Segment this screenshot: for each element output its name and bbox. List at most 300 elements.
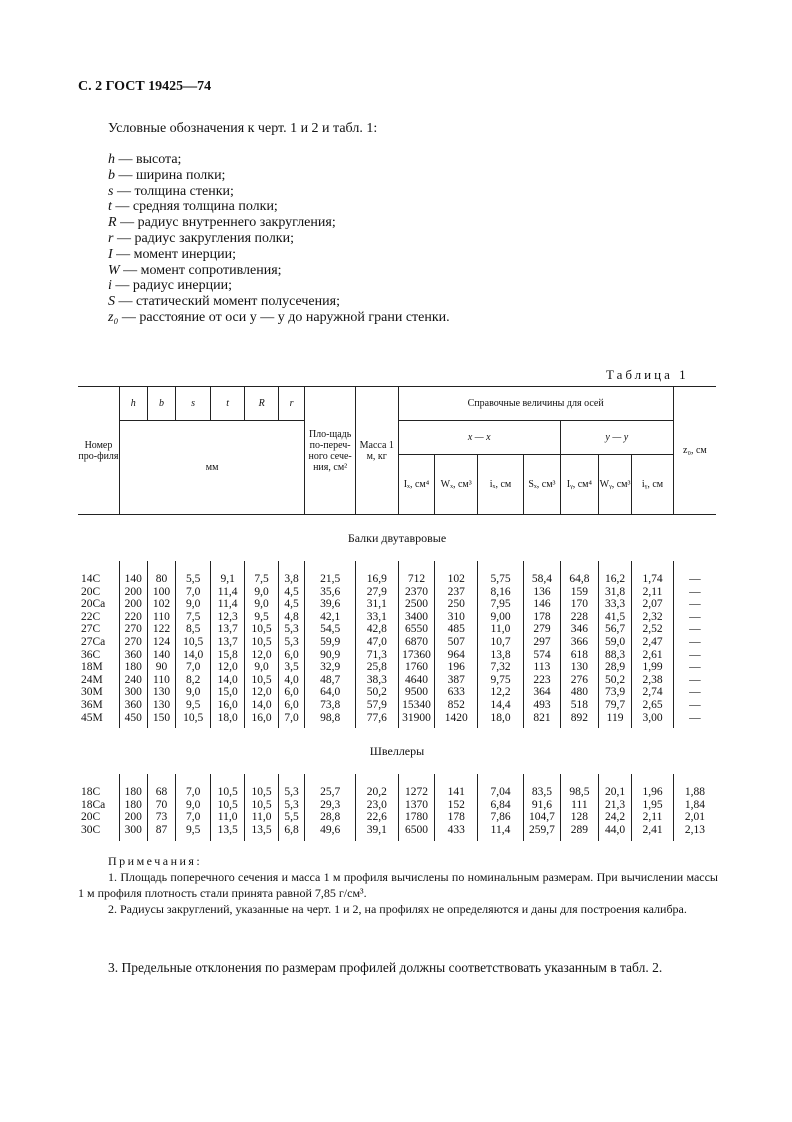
table-cell: 9,0 xyxy=(245,586,278,599)
table-cell: 15,0 xyxy=(210,686,245,699)
table-cell: 6500 xyxy=(398,824,435,837)
table-cell: 200 xyxy=(119,811,147,824)
table-cell: 21,5 xyxy=(305,573,356,586)
table-cell: 170 xyxy=(560,598,598,611)
table-cell: 276 xyxy=(560,674,598,687)
table-cell: 7,95 xyxy=(477,598,523,611)
table-cell: 9,5 xyxy=(176,699,211,712)
header-Sx: Sₓ, см³ xyxy=(524,455,561,515)
table-cell: 3400 xyxy=(398,611,435,624)
table-cell: 104,7 xyxy=(524,811,561,824)
header-axis-x: x — x xyxy=(398,421,560,455)
table-cell: 90,9 xyxy=(305,649,356,662)
table-cell: 31,1 xyxy=(355,598,398,611)
legend-item: b — ширина полки; xyxy=(108,167,226,183)
table-caption: Таблица 1 xyxy=(606,367,689,382)
notes xyxy=(78,853,718,917)
table-cell: 17360 xyxy=(398,649,435,662)
table-cell: 1,84 xyxy=(673,799,716,812)
table-cell: 42,8 xyxy=(355,623,398,636)
table-cell: — xyxy=(673,674,716,687)
table-cell: 14,0 xyxy=(176,649,211,662)
table-cell: 102 xyxy=(435,573,478,586)
table-cell: 150 xyxy=(147,712,176,725)
table-cell: 50,2 xyxy=(598,674,631,687)
table-cell: 98,8 xyxy=(305,712,356,725)
legend-item: W — момент сопротивления; xyxy=(108,262,282,278)
table-cell: 360 xyxy=(119,699,147,712)
table-cell: 364 xyxy=(524,686,561,699)
table-cell: 20,2 xyxy=(355,786,398,799)
page-header: С. 2 ГОСТ 19425—74 xyxy=(78,79,212,94)
table-cell: 9,75 xyxy=(477,674,523,687)
table-cell: — xyxy=(673,623,716,636)
table-cell: 141 xyxy=(435,786,478,799)
table-cell: 90 xyxy=(147,661,176,674)
table-cell: 3,5 xyxy=(278,661,304,674)
table-row xyxy=(78,598,716,611)
table-cell: 507 xyxy=(435,636,478,649)
table-cell: 11,0 xyxy=(245,811,278,824)
table-cell: 31,8 xyxy=(598,586,631,599)
table-cell: 6870 xyxy=(398,636,435,649)
table-cell: 279 xyxy=(524,623,561,636)
table-cell: 892 xyxy=(560,712,598,725)
table-cell: 39,6 xyxy=(305,598,356,611)
table-cell: — xyxy=(673,598,716,611)
profile-number-cell: 27Са xyxy=(81,635,106,648)
table-cell: 387 xyxy=(435,674,478,687)
table-cell: 27,9 xyxy=(355,586,398,599)
table-cell: 77,6 xyxy=(355,712,398,725)
table-cell: 1780 xyxy=(398,811,435,824)
table-cell: 70 xyxy=(147,799,176,812)
table-cell: 25,7 xyxy=(305,786,356,799)
table-cell: 64,0 xyxy=(305,686,356,699)
table-cell: 964 xyxy=(435,649,478,662)
header-r: r xyxy=(278,387,304,421)
table-cell: 2,32 xyxy=(632,611,673,624)
table-cell: 18,0 xyxy=(477,712,523,725)
table-cell: 16,9 xyxy=(355,573,398,586)
table-cell: 44,0 xyxy=(598,824,631,837)
table-cell: 9,5 xyxy=(176,824,211,837)
table-cell: 4,0 xyxy=(278,674,304,687)
table-cell: 10,5 xyxy=(176,712,211,725)
table-cell: 13,5 xyxy=(245,824,278,837)
table-cell: 124 xyxy=(147,636,176,649)
table-cell: 1420 xyxy=(435,712,478,725)
table-cell: 518 xyxy=(560,699,598,712)
table-cell: 119 xyxy=(598,712,631,725)
table-cell: 220 xyxy=(119,611,147,624)
table-cell: 4,5 xyxy=(278,586,304,599)
profile-number-cell: 18Са xyxy=(81,798,106,811)
table-cell: 200 xyxy=(119,598,147,611)
note-2: 2. Радиусы закруглений, указанные на черт. 1 и 2, на профилях не определяются и даны для построения калибра. xyxy=(108,902,687,916)
table-cell: 7,0 xyxy=(176,811,211,824)
section-title-beams: Балки двутавровые xyxy=(347,530,447,545)
table-cell: 110 xyxy=(147,611,176,624)
table-cell: 71,3 xyxy=(355,649,398,662)
header-Wx: Wₓ, см³ xyxy=(435,455,478,515)
table-cell: 178 xyxy=(524,611,561,624)
table-cell: — xyxy=(673,636,716,649)
table-cell: 1760 xyxy=(398,661,435,674)
table-cell: 14,4 xyxy=(477,699,523,712)
table-cell: 15340 xyxy=(398,699,435,712)
table-cell: 16,2 xyxy=(598,573,631,586)
table-row xyxy=(78,623,716,636)
table-cell: 102 xyxy=(147,598,176,611)
table-cell: 297 xyxy=(524,636,561,649)
table-cell: 25,8 xyxy=(355,661,398,674)
table-cell: 485 xyxy=(435,623,478,636)
table-cell: 15,8 xyxy=(210,649,245,662)
table-cell: 180 xyxy=(119,799,147,812)
table-cell: 9,1 xyxy=(210,573,245,586)
table-cell: 12,0 xyxy=(210,661,245,674)
table-cell: 64,8 xyxy=(560,573,598,586)
table-cell: 7,0 xyxy=(176,661,211,674)
table-cell: 14,0 xyxy=(210,674,245,687)
profile-number-cell: 20С xyxy=(81,585,101,598)
table-cell: 2,13 xyxy=(673,824,716,837)
table-cell: 16,0 xyxy=(210,699,245,712)
header-Iy: Iᵧ, см⁴ xyxy=(560,455,598,515)
table-cell: 20,1 xyxy=(598,786,631,799)
table-cell: 228 xyxy=(560,611,598,624)
table-cell: 12,3 xyxy=(210,611,245,624)
table-cell: 8,5 xyxy=(176,623,211,636)
profile-number-cell: 14С xyxy=(81,573,101,585)
table-cell: 6,84 xyxy=(477,799,523,812)
table-cell: 16,0 xyxy=(245,712,278,725)
table-cell: 29,3 xyxy=(305,799,356,812)
table-row xyxy=(78,686,716,699)
table-cell: 110 xyxy=(147,674,176,687)
table-cell: 7,0 xyxy=(176,786,211,799)
header-reference: Справочные величины для осей xyxy=(398,387,673,421)
table-cell: 47,0 xyxy=(355,636,398,649)
table-cell: 9,0 xyxy=(176,686,211,699)
table-cell: 7,5 xyxy=(176,611,211,624)
table-cell: 73 xyxy=(147,811,176,824)
table-cell: 49,6 xyxy=(305,824,356,837)
table-cell: 9,00 xyxy=(477,611,523,624)
table-cell: 3,8 xyxy=(278,573,304,586)
table-row xyxy=(78,649,716,662)
table-row xyxy=(78,799,716,812)
table-cell: 2,47 xyxy=(632,636,673,649)
table-cell: 9,0 xyxy=(176,598,211,611)
table-cell: 11,4 xyxy=(477,824,523,837)
table-cell: — xyxy=(673,649,716,662)
table-cell: 22,6 xyxy=(355,811,398,824)
table-cell: — xyxy=(673,573,716,586)
table-cell: 7,86 xyxy=(477,811,523,824)
profile-number-cell: 27С xyxy=(81,623,101,636)
legend-item: i — радиус инерции; xyxy=(108,278,232,294)
profile-number-cell: 30М xyxy=(81,686,103,699)
table-row xyxy=(78,573,716,586)
table-cell: 2,38 xyxy=(632,674,673,687)
table-cell: 5,3 xyxy=(278,786,304,799)
table-cell: 98,5 xyxy=(560,786,598,799)
table-cell: 10,5 xyxy=(210,799,245,812)
paragraph-3: 3. Предельные отклонения по размерам профилей должны соответствовать указанным в табл. 2. xyxy=(108,960,663,975)
table-cell: 91,6 xyxy=(524,799,561,812)
table-cell: 5,3 xyxy=(278,623,304,636)
table-cell: 2,61 xyxy=(632,649,673,662)
table-cell: 24,2 xyxy=(598,811,631,824)
table-cell: 13,7 xyxy=(210,623,245,636)
table-cell: 159 xyxy=(560,586,598,599)
table-cell: 250 xyxy=(435,598,478,611)
beams-rows xyxy=(78,561,716,728)
table-cell: 140 xyxy=(147,649,176,662)
legend-item: I — момент инерции; xyxy=(108,246,237,262)
profile-number-cell: 22С xyxy=(81,610,101,623)
table-cell: 111 xyxy=(560,799,598,812)
table-cell: 1,88 xyxy=(673,786,716,799)
profile-number-cell: 30С xyxy=(81,823,101,836)
table-cell: 2,74 xyxy=(632,686,673,699)
table-cell: 2,52 xyxy=(632,623,673,636)
table-cell: 2,07 xyxy=(632,598,673,611)
table-cell: 5,3 xyxy=(278,799,304,812)
table-cell: 6,0 xyxy=(278,649,304,662)
table-cell: 574 xyxy=(524,649,561,662)
legend-item: R — радиус внутреннего закругления; xyxy=(108,215,336,231)
header-Ix: Iₓ, см⁴ xyxy=(398,455,435,515)
table-row xyxy=(78,661,716,674)
table-cell: 1,74 xyxy=(632,573,673,586)
table-cell: 8,2 xyxy=(176,674,211,687)
table-cell: 59,9 xyxy=(305,636,356,649)
table-cell: 11,4 xyxy=(210,586,245,599)
table-cell: 39,1 xyxy=(355,824,398,837)
table-cell: 7,0 xyxy=(278,712,304,725)
legend-item: t — средняя толщина полки; xyxy=(108,199,278,215)
table-cell: 35,6 xyxy=(305,586,356,599)
table-row xyxy=(78,712,716,725)
table-cell: 2,11 xyxy=(632,586,673,599)
header-ix: iₓ, см xyxy=(477,455,523,515)
table-cell: 10,5 xyxy=(245,623,278,636)
table-cell: 42,1 xyxy=(305,611,356,624)
table-cell: 633 xyxy=(435,686,478,699)
data-table-wrapper xyxy=(78,386,716,841)
table-row xyxy=(78,811,716,824)
table-cell: 178 xyxy=(435,811,478,824)
table-cell: 32,9 xyxy=(305,661,356,674)
table-cell: 11,0 xyxy=(210,811,245,824)
table-cell: 6,0 xyxy=(278,686,304,699)
table-cell: 346 xyxy=(560,623,598,636)
header-s: s xyxy=(176,387,211,421)
header-b: b xyxy=(147,387,176,421)
data-table xyxy=(78,386,716,841)
table-cell: 87 xyxy=(147,824,176,837)
legend-item: s — толщина стенки; xyxy=(108,183,234,199)
table-cell: 73,9 xyxy=(598,686,631,699)
table-cell: 130 xyxy=(560,661,598,674)
table-cell: 140 xyxy=(119,573,147,586)
header-t: t xyxy=(210,387,245,421)
table-cell: 136 xyxy=(524,586,561,599)
table-cell: 2,01 xyxy=(673,811,716,824)
table-cell: 122 xyxy=(147,623,176,636)
header-Wy: Wᵧ, см³ xyxy=(598,455,631,515)
table-cell: 5,75 xyxy=(477,573,523,586)
table-cell: 2370 xyxy=(398,586,435,599)
table-cell: 618 xyxy=(560,649,598,662)
table-cell: 83,5 xyxy=(524,786,561,799)
profile-number-cell: 36С xyxy=(81,648,101,661)
table-cell: 240 xyxy=(119,674,147,687)
table-cell: 1,99 xyxy=(632,661,673,674)
table-cell: 130 xyxy=(147,699,176,712)
table-cell: 33,1 xyxy=(355,611,398,624)
table-cell: 80 xyxy=(147,573,176,586)
table-cell: 9,0 xyxy=(245,661,278,674)
table-cell: 852 xyxy=(435,699,478,712)
table-cell: 14,0 xyxy=(245,699,278,712)
table-cell: — xyxy=(673,699,716,712)
table-cell: 310 xyxy=(435,611,478,624)
table-cell: — xyxy=(673,611,716,624)
profile-number-cell: 36М xyxy=(81,698,103,711)
table-cell: 28,9 xyxy=(598,661,631,674)
profile-number-cell: 20С xyxy=(81,811,101,824)
table-cell: — xyxy=(673,686,716,699)
profile-number-cell: 45М xyxy=(81,711,103,724)
table-cell: 289 xyxy=(560,824,598,837)
table-row xyxy=(78,699,716,712)
header-z0: z₀, см xyxy=(673,387,716,515)
header-mass: Масса 1 м, кг xyxy=(355,387,398,515)
table-cell: 4640 xyxy=(398,674,435,687)
table-cell: 68 xyxy=(147,786,176,799)
table-cell: 146 xyxy=(524,598,561,611)
legend-item: r — радиус закругления полки; xyxy=(108,230,294,246)
table-cell: 11,4 xyxy=(210,598,245,611)
table-row xyxy=(78,824,716,837)
table-cell: 223 xyxy=(524,674,561,687)
table-cell: 11,0 xyxy=(477,623,523,636)
notes-title: Примечания: xyxy=(108,854,203,868)
table-cell: — xyxy=(673,661,716,674)
table-cell: 821 xyxy=(524,712,561,725)
table-cell: 113 xyxy=(524,661,561,674)
table-cell: 73,8 xyxy=(305,699,356,712)
table-cell: 50,2 xyxy=(355,686,398,699)
table-cell: 56,7 xyxy=(598,623,631,636)
table-cell: 79,7 xyxy=(598,699,631,712)
table-cell: 31900 xyxy=(398,712,435,725)
table-cell: 1,95 xyxy=(632,799,673,812)
table-cell: 1,96 xyxy=(632,786,673,799)
table-cell: 480 xyxy=(560,686,598,699)
table-cell: 6,0 xyxy=(278,699,304,712)
legend-item: S — статический момент полусечения; xyxy=(108,294,340,310)
table-row xyxy=(78,636,716,649)
table-cell: 130 xyxy=(147,686,176,699)
table-cell: 12,0 xyxy=(245,649,278,662)
table-cell: 38,3 xyxy=(355,674,398,687)
table-cell: 10,5 xyxy=(245,674,278,687)
table-row xyxy=(78,786,716,799)
table-cell: 5,3 xyxy=(278,636,304,649)
table-cell: 7,5 xyxy=(245,573,278,586)
header-iy: iᵧ, см xyxy=(632,455,673,515)
header-axis-y: y — y xyxy=(560,421,673,455)
table-cell: 2,41 xyxy=(632,824,673,837)
header-h: h xyxy=(119,387,147,421)
table-cell: 2,11 xyxy=(632,811,673,824)
table-row xyxy=(78,586,716,599)
table-cell: 5,5 xyxy=(176,573,211,586)
table-cell: 18,0 xyxy=(210,712,245,725)
table-cell: 10,5 xyxy=(245,636,278,649)
header-profile: Номер про-филя xyxy=(78,387,119,515)
table-cell: 59,0 xyxy=(598,636,631,649)
table-cell: 58,4 xyxy=(524,573,561,586)
table-row xyxy=(78,611,716,624)
table-cell: 7,04 xyxy=(477,786,523,799)
table-cell: 2500 xyxy=(398,598,435,611)
note-1: 1. Площадь поперечного сечения и масса 1 м профиля вычислены по номинальным размерам. При вычислении массы 1 м профиля плотность стали принята равной 7,85 г/см³. xyxy=(78,870,718,900)
table-cell: 21,3 xyxy=(598,799,631,812)
table-cell: 9,0 xyxy=(245,598,278,611)
table-cell: 9500 xyxy=(398,686,435,699)
header-area: Пло-щадь по-переч-ного сече-ния, см² xyxy=(305,387,356,515)
table-cell: 13,5 xyxy=(210,824,245,837)
table-cell: 360 xyxy=(119,649,147,662)
table-cell: 366 xyxy=(560,636,598,649)
profile-number-cell: 20Са xyxy=(81,598,106,611)
table-cell: 270 xyxy=(119,623,147,636)
legend-list xyxy=(108,152,450,326)
table-cell: 259,7 xyxy=(524,824,561,837)
header-R: R xyxy=(245,387,278,421)
table-cell: 200 xyxy=(119,586,147,599)
table-cell: 7,32 xyxy=(477,661,523,674)
table-cell: 128 xyxy=(560,811,598,824)
table-cell: 5,5 xyxy=(278,811,304,824)
legend-intro: Условные обозначения к черт. 1 и 2 и табл. 1: xyxy=(108,121,378,136)
profile-number-cell: 18С xyxy=(81,786,101,799)
legend-item: h — высота; xyxy=(108,152,182,167)
table-cell: 10,7 xyxy=(477,636,523,649)
table-cell: 1272 xyxy=(398,786,435,799)
legend-item: z₀ — расстояние от оси y — y до наружной грани стенки. xyxy=(108,309,450,325)
table-cell: — xyxy=(673,586,716,599)
table-cell: 10,5 xyxy=(245,786,278,799)
table-cell: 10,5 xyxy=(176,636,211,649)
table-cell: 28,8 xyxy=(305,811,356,824)
table-cell: 300 xyxy=(119,824,147,837)
table-cell: 10,5 xyxy=(210,786,245,799)
table-cell: 9,0 xyxy=(176,799,211,812)
table-cell: 13,8 xyxy=(477,649,523,662)
table-cell: 12,0 xyxy=(245,686,278,699)
table-cell: 100 xyxy=(147,586,176,599)
table-cell: 6550 xyxy=(398,623,435,636)
section-title-channels: Швеллеры xyxy=(369,743,425,758)
table-cell: 8,16 xyxy=(477,586,523,599)
